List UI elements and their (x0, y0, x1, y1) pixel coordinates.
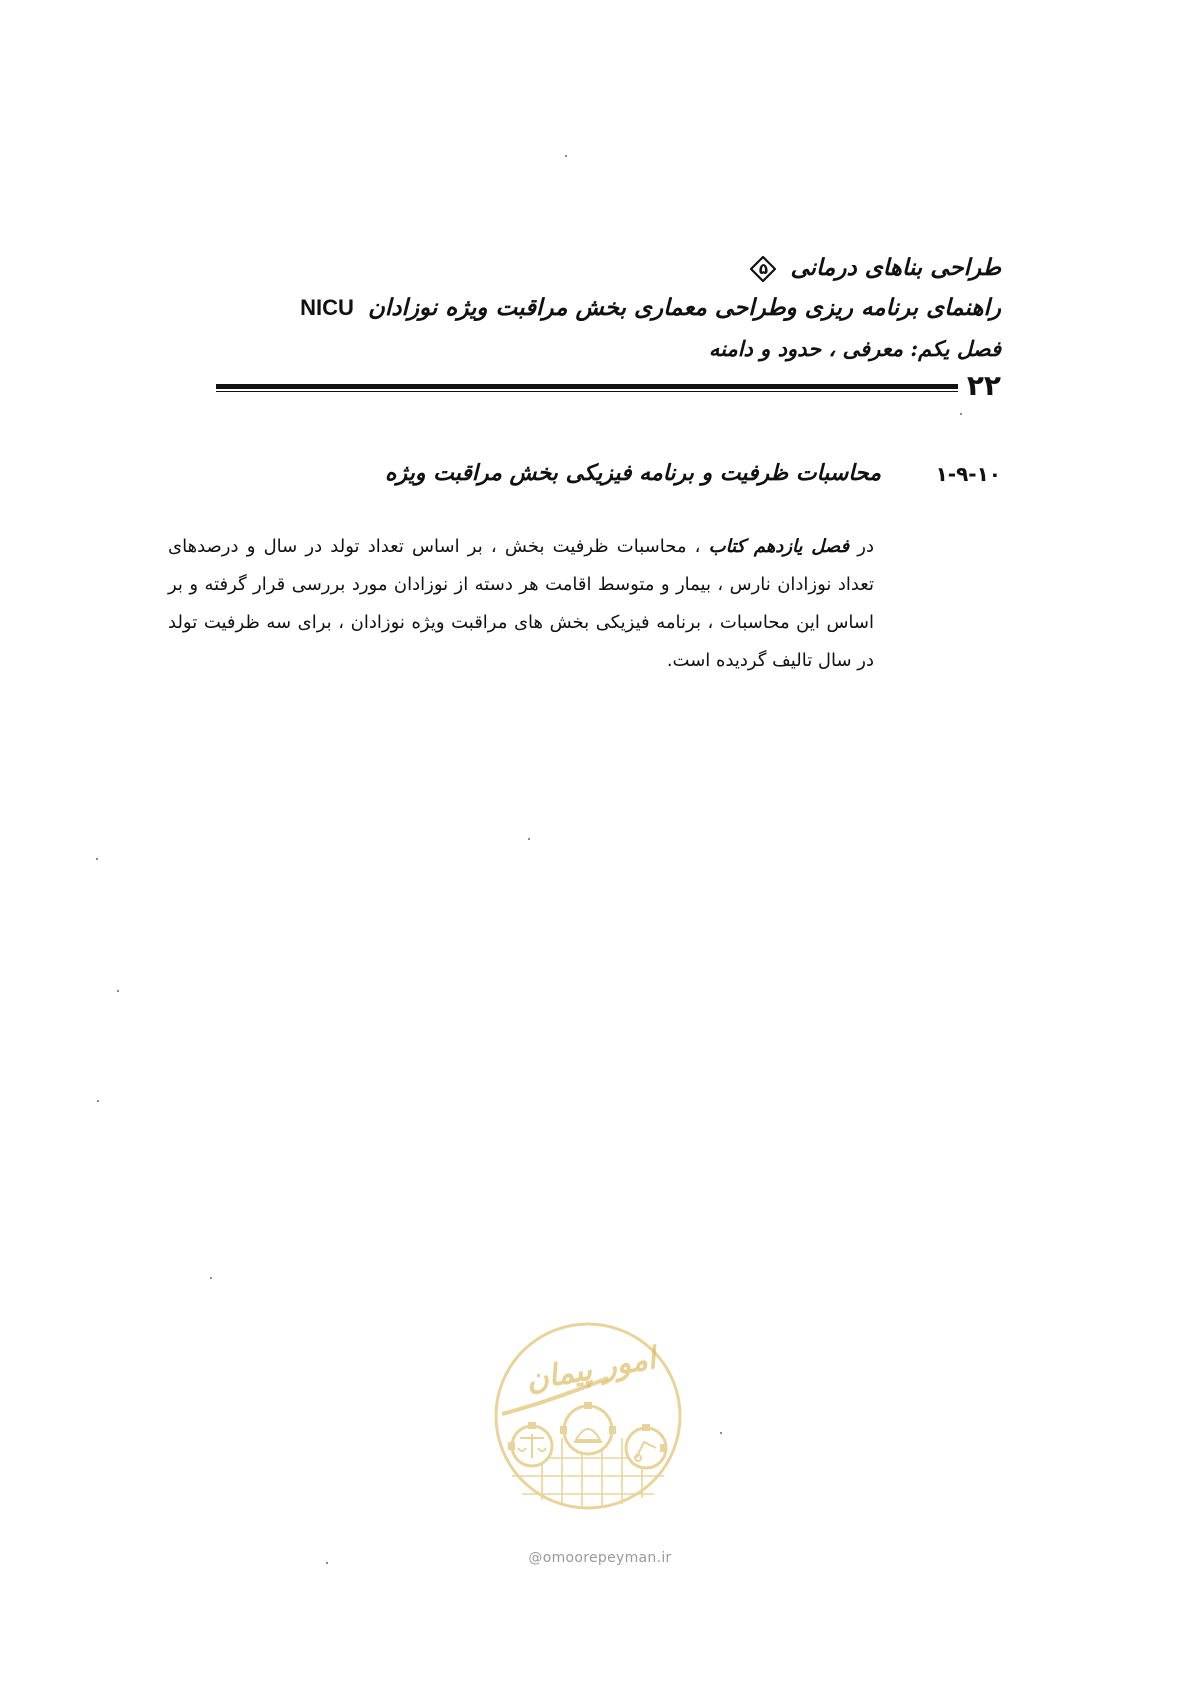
scan-speck (960, 413, 962, 415)
scan-speck (97, 1100, 99, 1102)
book-subtitle (300, 294, 1001, 321)
book-number: ۵ (758, 260, 769, 278)
chapter-title: فصل یکم: معرفی ، حدود و دامنه (708, 336, 1001, 361)
book-series-title-text: طراحی بناهای درمانی (790, 254, 1001, 281)
header-divider (216, 384, 958, 392)
body-paragraph (168, 528, 874, 680)
body-prefix: در (857, 536, 874, 557)
scan-speck (326, 1562, 328, 1564)
header-divider-thin (216, 391, 958, 392)
scan-speck (117, 990, 119, 992)
page-number: ۲۲ (966, 369, 1001, 402)
book-number-badge (750, 256, 776, 282)
section-number: ۱-۹-۱۰ (935, 462, 1001, 486)
scan-speck (210, 1277, 212, 1279)
scan-speck (96, 858, 98, 860)
watermark-url: @omoorepeyman.ir (528, 1550, 672, 1566)
book-subtitle-text: راهنمای برنامه ریزی وطراحی معماری بخش مراقبت ویژه نوزادان (367, 294, 1001, 321)
book-subtitle-tag: NICU (300, 295, 354, 320)
scan-speck (565, 155, 567, 157)
header-divider-thick (216, 384, 958, 389)
section-title: محاسبات ظرفیت و برنامه فیزیکی بخش مراقبت ویژه (385, 460, 881, 486)
scan-speck (720, 1432, 722, 1434)
book-series-title (750, 254, 1001, 282)
watermark-script-text: امور پیمان (523, 1340, 659, 1399)
body-emphasis: فصل یازدهم کتاب (708, 536, 850, 557)
body-text: ، محاسبات ظرفیت بخش ، بر اساس تعداد تولد در سال و درصدهای تعداد نوزادان نارس ، بیمار و متوسط اقامت هر دسته از نوزادان مورد بررسی قرار گرفته و بر اساس این محاسبات ، برنامه فیزیکی بخش های مراقبت ویژه نوزادان ، برای سه ظرفیت تولد در سال تالیف گردیده است. (168, 536, 874, 671)
scan-speck (528, 838, 530, 840)
